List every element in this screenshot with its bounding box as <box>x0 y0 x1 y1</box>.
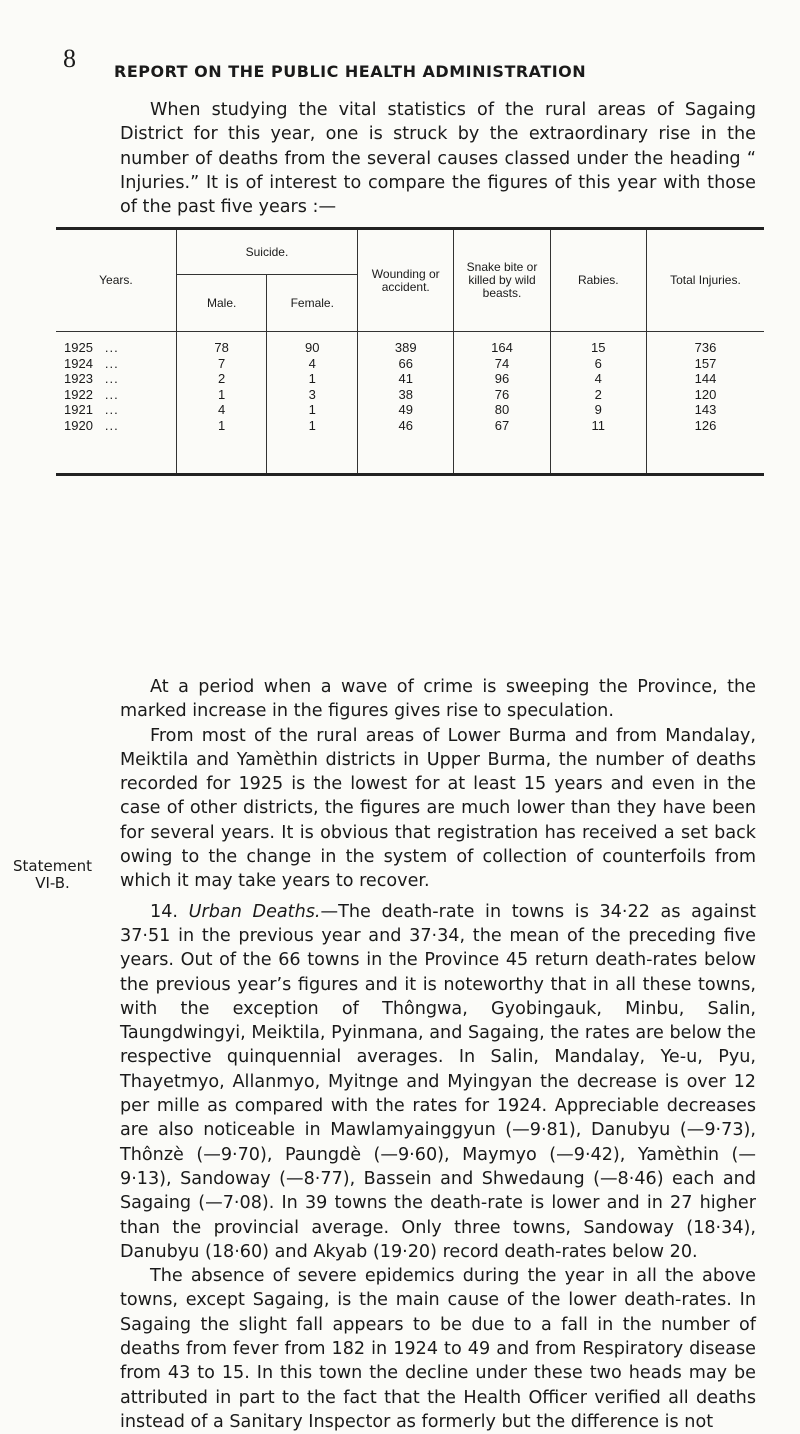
snake-value: 96 <box>494 371 510 386</box>
year-value: 1922 <box>64 386 93 402</box>
cell-male <box>176 402 267 418</box>
rabies-value: 2 <box>594 386 602 402</box>
paragraph-registration: From most of the rural areas of Lower Burma and from Mandalay, Meiktila and Yamèthin districts in Upper Burma, the number of deaths recorded for 1925 is the lowest for at least 15 years and even in the case of other districts, the figures are much lower than they have been for several years. It is obvious that registration has received a set back owing to the change in the system of collection of counterfoils from which it may take years to recover. <box>120 725 756 892</box>
rabies-value: 11 <box>591 417 606 433</box>
table-row <box>56 418 764 475</box>
total-value: 143 <box>694 402 717 417</box>
cell-rabies <box>550 418 646 475</box>
total-value: 120 <box>694 386 717 402</box>
wounding-value: 49 <box>398 402 413 417</box>
cell-rabies <box>550 332 646 356</box>
header-suicide: Suicide. <box>176 229 357 275</box>
wounding-value: 46 <box>398 417 413 433</box>
snake-value: 164 <box>491 340 513 355</box>
leader-dots: ... <box>104 340 119 355</box>
female-value: 4 <box>308 355 316 371</box>
cell-year <box>56 371 176 387</box>
cell-total <box>646 387 764 403</box>
cell-wounding <box>358 418 454 475</box>
intro-paragraph <box>120 98 756 219</box>
cell-wounding <box>358 387 454 403</box>
rabies-value: 9 <box>594 402 602 417</box>
total-value: 144 <box>694 371 717 386</box>
margin-note: Statement VI-B. <box>13 857 92 892</box>
male-value: 2 <box>218 371 226 386</box>
cell-wounding <box>358 356 454 372</box>
female-value: 90 <box>305 340 320 355</box>
cell-female <box>267 402 358 418</box>
female-value: 1 <box>308 417 316 433</box>
male-value: 78 <box>214 340 229 355</box>
male-value: 4 <box>218 402 226 417</box>
cell-snake <box>454 371 550 387</box>
table-row <box>56 402 764 418</box>
total-value: 736 <box>694 340 717 355</box>
year-value: 1925 <box>64 340 93 355</box>
cell-total <box>646 371 764 387</box>
snake-value: 67 <box>494 417 510 433</box>
year-value: 1924 <box>64 355 93 371</box>
section-heading: Urban Deaths. <box>188 901 321 922</box>
cell-female <box>267 418 358 475</box>
running-head: REPORT ON THE PUBLIC HEALTH ADMINISTRATION <box>114 62 587 81</box>
wounding-value: 41 <box>398 371 413 386</box>
cell-male <box>176 356 267 372</box>
wounding-value: 38 <box>398 386 413 402</box>
total-value: 126 <box>694 417 717 433</box>
injuries-table <box>56 227 764 476</box>
year-value: 1920 <box>64 417 93 433</box>
female-value: 1 <box>308 371 316 386</box>
female-value: 3 <box>308 386 316 402</box>
rabies-value: 4 <box>594 371 602 386</box>
male-value: 1 <box>218 417 226 433</box>
paragraph-urban-deaths <box>120 900 756 1264</box>
header-female: Female. <box>267 275 358 332</box>
wounding-value: 389 <box>394 340 417 355</box>
cell-wounding <box>358 332 454 356</box>
cell-snake <box>454 356 550 372</box>
male-value: 1 <box>218 386 226 402</box>
paragraph-crime: At a period when a wave of crime is sweeping the Province, the marked increase in the figures gives rise to speculation. <box>120 677 756 722</box>
page-number: 8 <box>63 44 76 73</box>
cell-year <box>56 402 176 418</box>
cell-total <box>646 356 764 372</box>
cell-snake <box>454 332 550 356</box>
header-years: Years. <box>56 229 176 332</box>
cell-total <box>646 418 764 475</box>
table-row <box>56 332 764 356</box>
cell-rabies <box>550 371 646 387</box>
leader-dots: ... <box>104 371 119 386</box>
cell-female <box>267 356 358 372</box>
cell-female <box>267 387 358 403</box>
cell-snake <box>454 387 550 403</box>
cell-male <box>176 387 267 403</box>
leader-dots: ... <box>104 402 119 417</box>
rabies-value: 15 <box>591 340 606 355</box>
header-total: Total Injuries. <box>646 229 764 332</box>
header-rabies: Rabies. <box>550 229 646 332</box>
leader-dots: ... <box>104 386 119 402</box>
cell-year <box>56 356 176 372</box>
cell-rabies <box>550 402 646 418</box>
cell-year <box>56 332 176 356</box>
cell-year <box>56 418 176 475</box>
table-row <box>56 371 764 387</box>
table-row <box>56 387 764 403</box>
intro-text: When studying the vital statistics of the rural areas of Sagaing District for this year, one is struck by the extraordinary rise in the number of deaths from the several causes classed under the heading “ Injuries.” It is of interest to compare the figures of this year with those of the past five years :— <box>120 100 756 218</box>
leader-dots: ... <box>104 355 119 371</box>
snake-value: 76 <box>494 386 510 402</box>
leader-dots: ... <box>104 417 119 433</box>
year-value: 1923 <box>64 371 93 386</box>
wounding-value: 66 <box>398 355 413 371</box>
cell-total <box>646 402 764 418</box>
table-row <box>56 356 764 372</box>
section-body: —The death-rate in towns is 34·22 as against 37·51 in the previous year and 37·34, the mean of the preceding five years. Out of the 66 towns in the Province 45 return death-rates below the previous year’s figures and it is noteworthy that in all these towns, with the exception of Thôngwa, Gyobingauk, Minbu, Salin, Taungdwingyi, Meiktila, Pyinmana, and Sagaing, the rates are below the respective quinquennial averages. In Salin, Mandalay, Ye-u, Pyu, Thayetmyo, Allanmyo, Myitnge and Myingyan the decrease is over 12 per mille as compared with the rates for 1924. Appreciable decreases are also noticeable in Mawlamyainggyun (—9·81), Danubyu (—9·73), Thônzè (—9·70), Paungdè (—9·60), Maymyo (—9·42), Yamèthin (—9·13), Sandoway (—8·77), Bassein and Shwedaung (—8·46) each and Sagaing (—7·08). In 39 towns the death-rate is lower and in 27 higher than the provincial average. Only three towns, Sandoway (18·34), Danubyu (18·60) and Akyab (19·20) record death-rates below 20. <box>120 901 757 1262</box>
cell-male <box>176 418 267 475</box>
cell-year <box>56 387 176 403</box>
header-male: Male. <box>176 275 267 332</box>
total-value: 157 <box>694 355 717 371</box>
cell-snake <box>454 418 550 475</box>
cell-female <box>267 371 358 387</box>
cell-rabies <box>550 387 646 403</box>
cell-female <box>267 332 358 356</box>
cell-total <box>646 332 764 356</box>
paragraph-epidemics: The absence of severe epidemics during the year in all the above towns, except Sagaing, is the main cause of the lower death-rates. In Sagaing the slight fall appears to be due to a fall in the number of deaths from fever from 182 in 1924 to 49 and from Respiratory disease from 43 to 15. In this town the decline under these two heads may be attributed in part to the fact that the Health Officer verified all deaths instead of a Sanitary Inspector as formerly but the difference is not <box>120 1266 756 1432</box>
discussion <box>120 675 756 1434</box>
rabies-value: 6 <box>594 355 602 371</box>
header-wounding: Wounding or accident. <box>358 229 454 332</box>
snake-value: 80 <box>494 402 510 417</box>
year-value: 1921 <box>64 402 93 417</box>
cell-rabies <box>550 356 646 372</box>
section-number: 14. <box>150 901 178 922</box>
cell-snake <box>454 402 550 418</box>
male-value: 7 <box>218 355 226 371</box>
header-snake: Snake bite or killed by wild beasts. <box>454 229 550 332</box>
cell-male <box>176 371 267 387</box>
snake-value: 74 <box>494 355 510 371</box>
female-value: 1 <box>308 402 316 417</box>
cell-wounding <box>358 402 454 418</box>
cell-male <box>176 332 267 356</box>
cell-wounding <box>358 371 454 387</box>
